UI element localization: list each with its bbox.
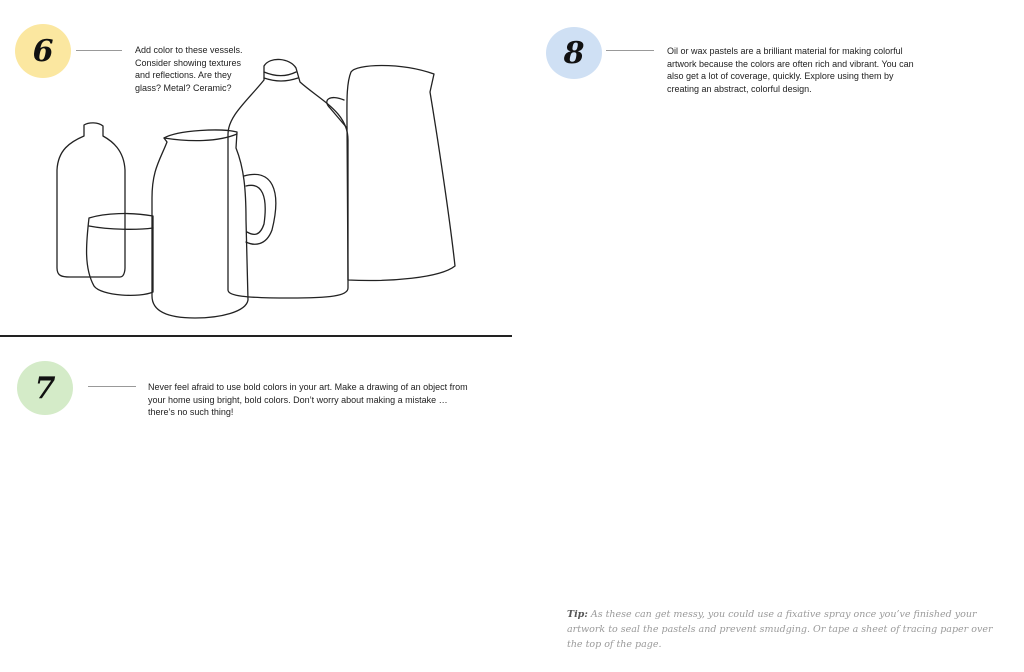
tip-label: Tip: bbox=[567, 609, 588, 620]
bowl-rim bbox=[89, 226, 153, 229]
front-pitcher-outline bbox=[152, 130, 248, 318]
front-pitcher-rim bbox=[164, 134, 237, 141]
bowl-outline bbox=[87, 214, 153, 296]
activity-7-leader-line bbox=[88, 386, 136, 387]
activity-7-text: Never feel afraid to use bold colors in your art. Make a drawing of an object from your home using bright, bold colors. Don’t worry about making a mistake … there’s no such thing! bbox=[148, 382, 468, 417]
activity-8-leader-line bbox=[606, 50, 654, 51]
jug-outline bbox=[228, 59, 348, 298]
jug-neck-bands bbox=[264, 72, 298, 81]
front-pitcher-handle-inner bbox=[246, 185, 265, 234]
activity-6-number-badge: 6 bbox=[15, 24, 71, 78]
bottle-outline bbox=[57, 123, 125, 277]
section-divider bbox=[0, 335, 512, 337]
tip-note bbox=[567, 607, 997, 652]
activity-6-text: Add color to these vessels. Consider showing textures and reflections. Are they glass? Metal? Ceramic? bbox=[135, 45, 243, 93]
pitcher-outline bbox=[347, 66, 455, 281]
tip-text: As these can get messy, you could use a fixative spray once you’ve finished your artwork to seal the pastels and prevent smudging. Or tape a sheet of tracing paper over the top of the page. bbox=[567, 609, 993, 650]
activity-7-number-badge: 7 bbox=[17, 361, 73, 415]
activity-8-number-badge: 8 bbox=[546, 27, 602, 79]
activity-8-text: Oil or wax pastels are a brilliant material for making colorful artwork because the colors are often rich and vibrant. You can also get a lot of coverage, quickly. Explore using them by creating an abstract, colorful design. bbox=[667, 46, 914, 94]
